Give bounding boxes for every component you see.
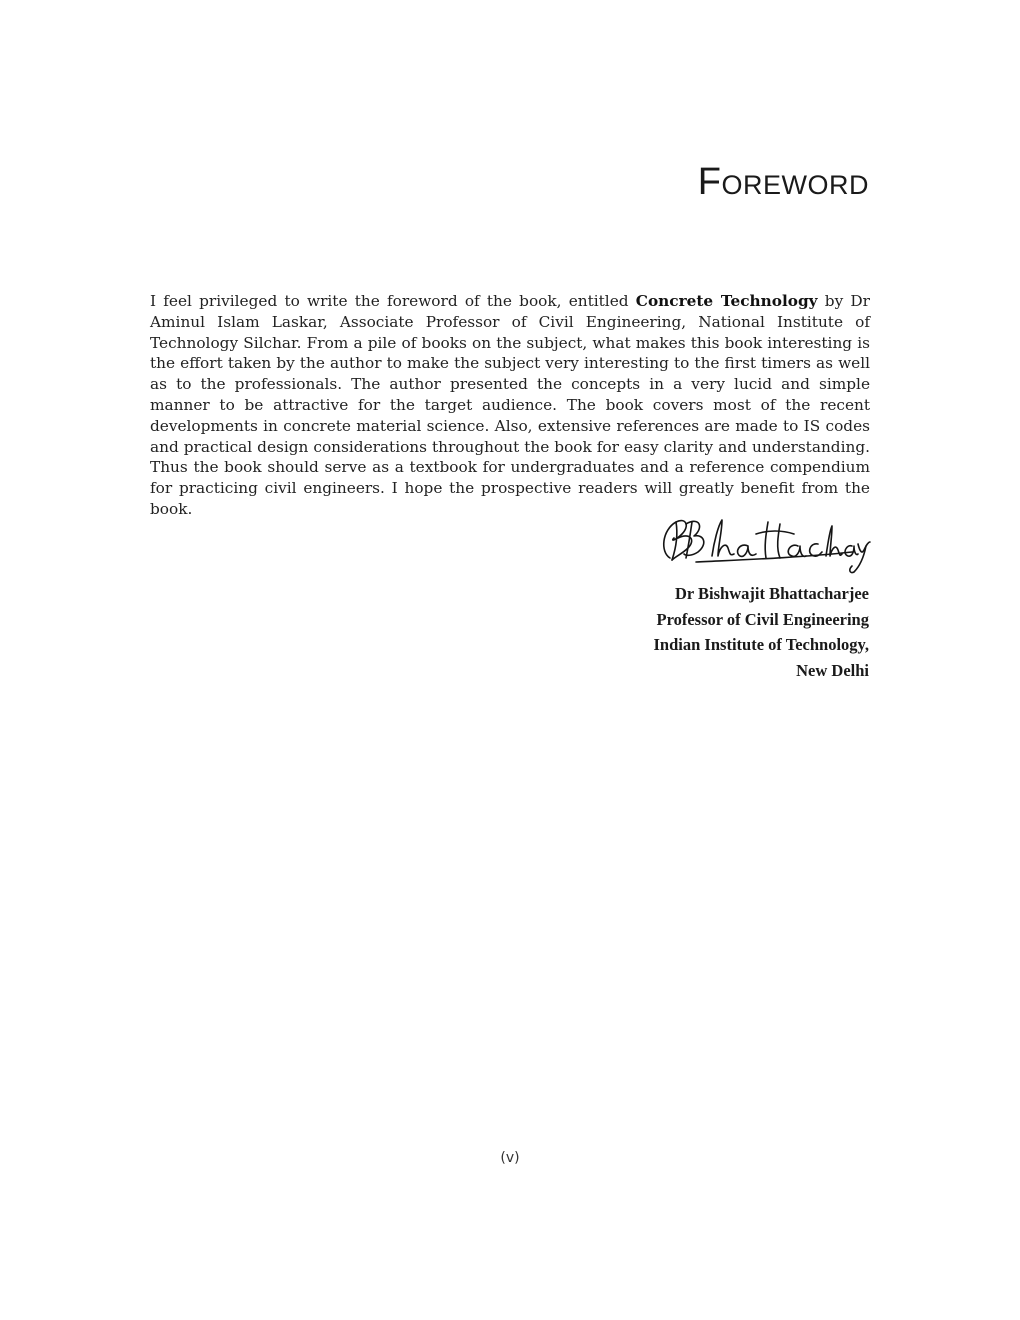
foreword-paragraph	[150, 291, 870, 520]
page-heading: Foreword	[697, 161, 869, 203]
signatory-position: Professor of Civil Engineering	[656, 609, 869, 629]
signatory-institution: Indian Institute of Technology,	[653, 635, 869, 655]
handwritten-signature	[656, 512, 872, 576]
page-number: (v)	[500, 1150, 520, 1166]
book-title: Concrete Technology	[635, 292, 818, 310]
signatory-city: New Delhi	[796, 661, 869, 681]
signatory-block	[654, 581, 869, 684]
paragraph-intro: I feel privileged to write the foreword of the book, entitled	[150, 292, 636, 310]
signatory-name: Dr Bishwajit Bhattacharjee	[674, 584, 869, 603]
paragraph-rest: by Dr Aminul Islam Laskar, Associate Professor of Civil Engineering, National Institute of Technology Silchar. From a pile of books on the subject, what makes this book interesting is the effort taken by the author to make the subject very interesting to the first timers as well as to the professionals. The author presented the concepts in a very lucid and simple manner to be attractive for the target audience. The book covers most of the recent developments in concrete material science. Also, extensive references are made to IS codes and practical design considerations throughout the book for easy clarity and understanding. Thus the book should serve as a textbook for undergraduates and a reference compendium for practicing civil engineers. I hope the prospective readers will greatly benefit from the book.	[150, 292, 870, 518]
